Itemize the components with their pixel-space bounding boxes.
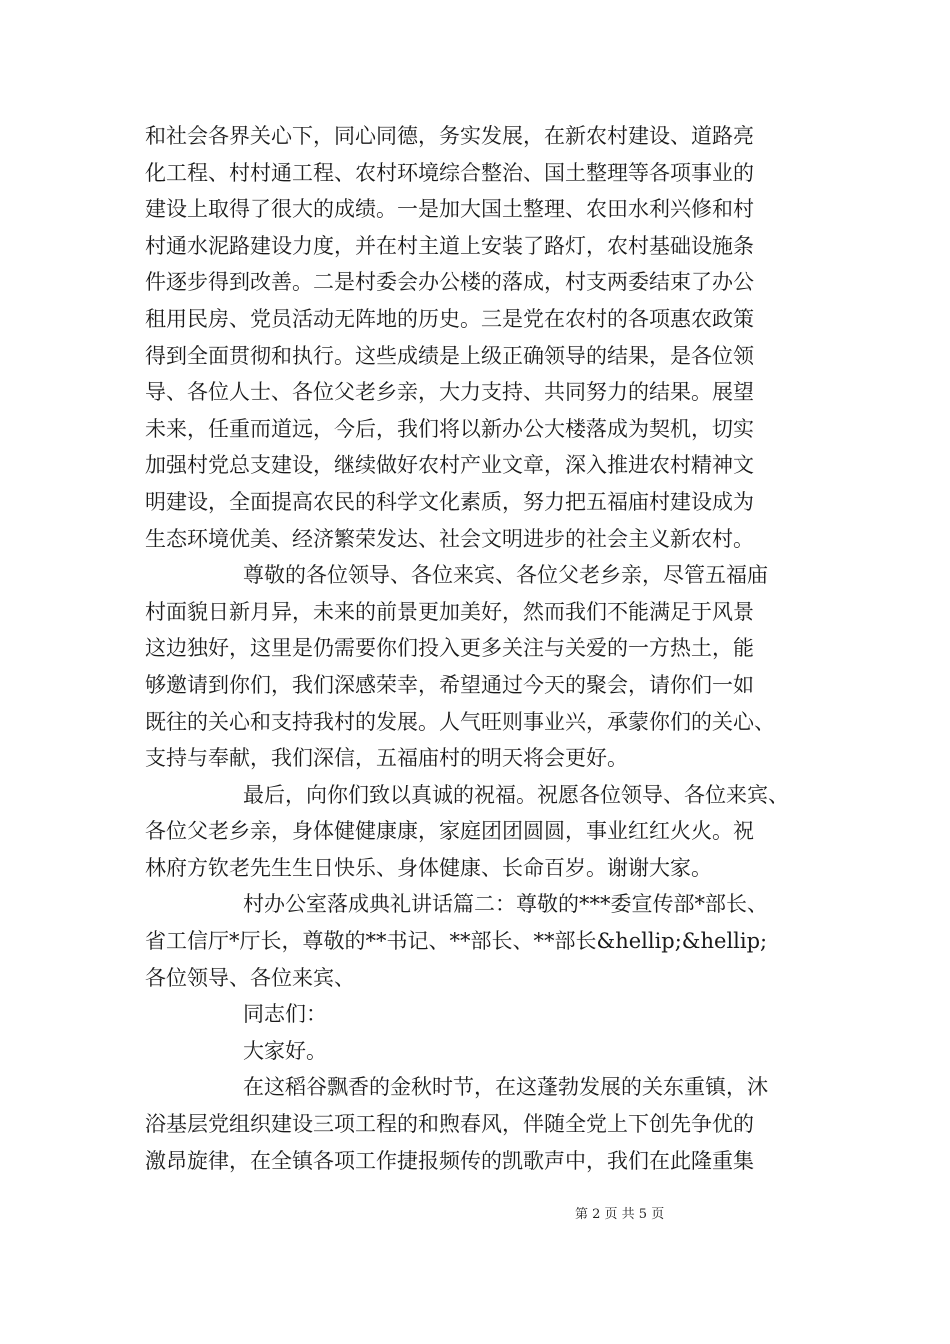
text-line: 村办公室落成典礼讲话篇二：尊敬的***委宣传部*部长、	[243, 892, 768, 917]
page-number: 第 2 页 共 5 页	[575, 1207, 665, 1222]
text-line: 和社会各界关心下，同心同德，务实发展，在新农村建设、道路亮	[145, 124, 754, 148]
text-line: 各位父老乡亲，身体健健康康，家庭团团圆圆，事业红红火火。祝	[145, 819, 754, 844]
text-line: 明建设，全面提高农民的科学文化素质，努力把五福庙村建设成为	[145, 489, 754, 514]
text-line: 激昂旋律，在全镇各项工作捷报频传的凯歌声中，我们在此隆重集	[145, 1148, 754, 1173]
text-line: 化工程、村村通工程、农村环境综合整治、国土整理等各项事业的	[145, 160, 754, 185]
text-line: 林府方钦老先生生日快乐、身体健康、长命百岁。谢谢大家。	[145, 855, 712, 880]
text-line: 未来，任重而道远，今后，我们将以新办公大楼落成为契机，切实	[145, 416, 754, 441]
body-text	[145, 118, 810, 1179]
text-line: 建设上取得了很大的成绩。一是加大国土整理、农田水利兴修和村	[145, 197, 754, 222]
text-line: 尊敬的各位领导、各位来宾、各位父老乡亲，尽管五福庙	[243, 563, 768, 588]
text-line: 加强村党总支建设，继续做好农村产业文章，深入推进农村精神文	[145, 453, 754, 478]
text-line: 省工信厅*厅长，尊敬的**书记、**部长、**部长&hellip;&hellip;	[145, 929, 768, 954]
text-line: 得到全面贯彻和执行。这些成绩是上级正确领导的结果，是各位领	[145, 343, 754, 368]
text-line: 够邀请到你们，我们深感荣幸，希望通过今天的聚会，请你们一如	[145, 672, 754, 697]
text-line: 生态环境优美、经济繁荣发达、社会文明进步的社会主义新农村。	[145, 526, 754, 551]
text-line: 大家好。	[243, 1038, 327, 1063]
text-line: 租用民房、党员活动无阵地的历史。三是党在农村的各项惠农政策	[145, 306, 754, 331]
text-line: 各位领导、各位来宾、	[145, 965, 355, 990]
text-line: 村通水泥路建设力度，并在村主道上安装了路灯，农村基础设施条	[145, 233, 754, 258]
text-line: 支持与奉献，我们深信，五福庙村的明天将会更好。	[145, 746, 628, 771]
text-line: 导、各位人士、各位父老乡亲，大力支持、共同努力的结果。展望	[145, 380, 754, 405]
text-line: 最后，向你们致以真诚的祝福。祝愿各位领导、各位来宾、	[243, 782, 789, 807]
text-line: 同志们：	[243, 1002, 327, 1027]
text-line: 既往的关心和支持我村的发展。人气旺则事业兴，承蒙你们的关心、	[145, 709, 775, 734]
text-line: 浴基层党组织建设三项工程的和煦春风，伴随全党上下创先争优的	[145, 1112, 754, 1137]
text-line: 这边独好，这里是仍需要你们投入更多关注与关爱的一方热土，能	[145, 636, 754, 661]
text-line: 村面貌日新月异，未来的前景更加美好，然而我们不能满足于风景	[145, 599, 754, 624]
text-line: 在这稻谷飘香的金秋时节，在这蓬勃发展的关东重镇，沐	[243, 1075, 768, 1100]
text-line: 件逐步得到改善。二是村委会办公楼的落成，村支两委结束了办公	[145, 270, 754, 295]
